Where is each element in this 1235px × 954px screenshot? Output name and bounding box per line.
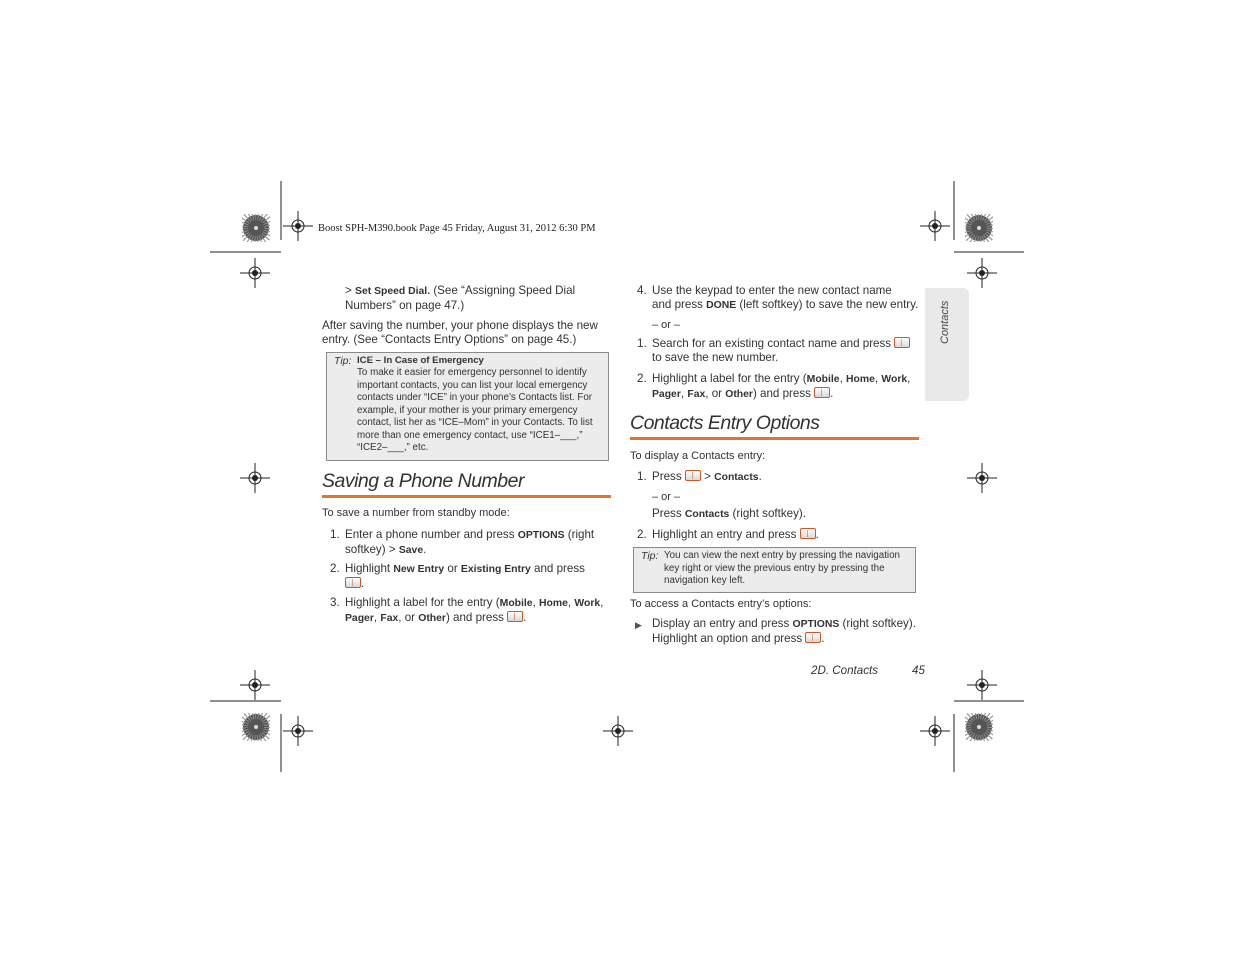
navigation-tip-box bbox=[633, 547, 916, 593]
registration-target-icon bbox=[240, 670, 270, 700]
display-step-2: 2. Highlight an entry and press . bbox=[637, 528, 819, 541]
tip-title: ICE – In Case of Emergency bbox=[357, 355, 484, 366]
step-4: 4. Use the keypad to enter the new contact name and press DONE (left softkey) to save the new entry. bbox=[637, 284, 919, 312]
menu-key-icon bbox=[345, 577, 361, 588]
press-contacts-line: Press Contacts (right softkey). bbox=[652, 507, 806, 520]
menu-key-icon bbox=[814, 387, 830, 398]
menu-key-icon bbox=[507, 611, 523, 622]
registration-target-icon bbox=[283, 716, 313, 746]
registration-target-icon bbox=[967, 463, 997, 493]
starburst-mark-icon bbox=[965, 214, 993, 242]
tip-label: Tip: bbox=[641, 550, 659, 562]
registration-target-icon bbox=[920, 716, 950, 746]
heading-rule bbox=[322, 495, 611, 498]
registration-target-icon bbox=[967, 258, 997, 288]
saving-step-3: 3. Highlight a label for the entry (Mobile, Home, Work, Pager, Fax, or Other) and press . bbox=[330, 596, 604, 625]
heading-rule bbox=[630, 437, 919, 440]
bullet-arrow-icon: ▶ bbox=[635, 620, 642, 630]
registration-target-icon bbox=[240, 258, 270, 288]
saving-heading: Saving a Phone Number bbox=[322, 470, 524, 492]
display-step-1: 1. Press > Contacts. bbox=[637, 470, 762, 483]
contacts-entry-heading: Contacts Entry Options bbox=[630, 412, 820, 434]
registration-target-icon bbox=[283, 211, 313, 241]
registration-target-icon bbox=[920, 211, 950, 241]
page-number: 45 bbox=[912, 664, 925, 677]
menu-key-icon bbox=[894, 337, 910, 348]
menu-key-icon bbox=[805, 632, 821, 643]
side-tab-label: Contacts bbox=[939, 300, 951, 344]
tip-label: Tip: bbox=[334, 355, 352, 367]
footer-section: 2D. Contacts bbox=[811, 664, 879, 677]
display-intro: To display a Contacts entry: bbox=[630, 450, 766, 462]
speed-dial-step: > Set Speed Dial. (See “Assigning Speed Dial Numbers” on page 47.) bbox=[345, 284, 576, 313]
or-separator: – or – bbox=[652, 319, 681, 331]
menu-key-icon bbox=[800, 528, 816, 539]
starburst-mark-icon bbox=[965, 713, 993, 741]
side-tab bbox=[925, 288, 969, 401]
registration-target-icon bbox=[967, 670, 997, 700]
access-bullet: ▶ Display an entry and press OPTIONS (right softkey). Highlight an option and press . bbox=[635, 617, 916, 646]
registration-target-icon bbox=[240, 463, 270, 493]
saving-step-1: 1. Enter a phone number and press OPTIONS (right softkey) > Save. bbox=[330, 528, 595, 557]
or-separator: – or – bbox=[652, 491, 681, 503]
book-header: Boost SPH-M390.book Page 45 Friday, August 31, 2012 6:30 PM bbox=[318, 223, 596, 234]
alt-step-1: 1. Search for an existing contact name and press to save the new number. bbox=[637, 337, 927, 366]
after-saving-paragraph: After saving the number, your phone displays the new entry. (See “Contacts Entry Options” on page 45.) bbox=[322, 319, 598, 347]
alt-step-2: 2. Highlight a label for the entry (Mobile, Home, Work, Pager, Fax, or Other) and press . bbox=[637, 372, 911, 401]
access-intro: To access a Contacts entry’s options: bbox=[630, 598, 812, 610]
tip-body: To make it easier for emergency personnel to identify important contacts, you can list your local emergency contacts under “ICE” in your phone’s Contacts list. For example, if your mother is your primary emergency contact, list her as “ICE–Mom” in your Contacts. To list more than one emergency contact, use “ICE1–___,” “ICE2–___,” etc. bbox=[357, 367, 593, 453]
menu-key-icon bbox=[685, 470, 701, 481]
starburst-mark-icon bbox=[242, 713, 270, 741]
ice-tip-box bbox=[326, 352, 609, 461]
starburst-mark-icon bbox=[242, 214, 270, 242]
saving-step-2: 2. Highlight New Entry or Existing Entry and press . bbox=[330, 562, 585, 591]
tip-body: You can view the next entry by pressing the navigation key right or view the previous entry by pressing the navigation key left. bbox=[664, 550, 901, 586]
saving-intro: To save a number from standby mode: bbox=[322, 507, 510, 519]
registration-target-icon bbox=[603, 716, 633, 746]
